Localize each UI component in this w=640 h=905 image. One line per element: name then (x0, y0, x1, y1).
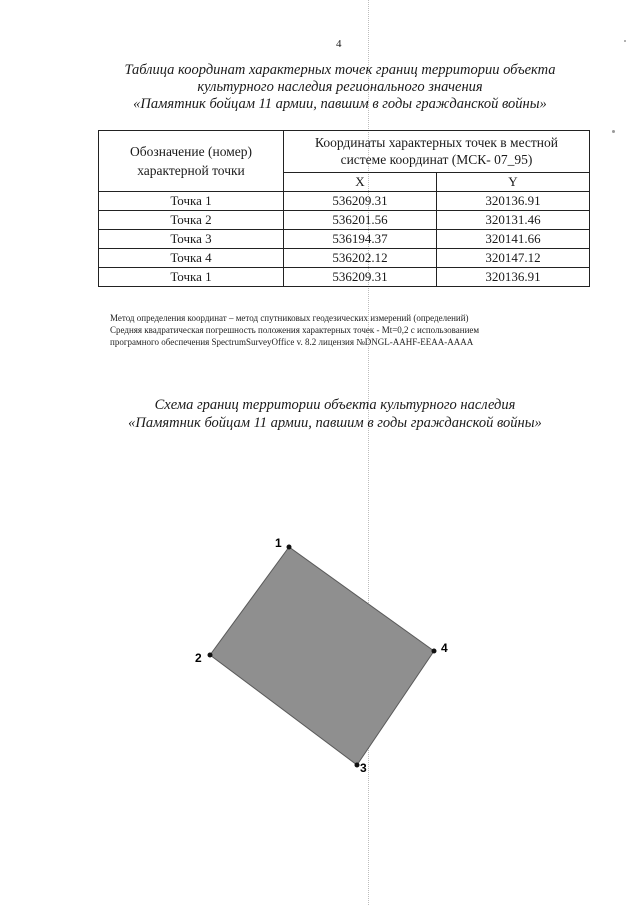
vertex-marker-1 (287, 545, 292, 550)
vertex-label-2: 2 (195, 651, 202, 665)
point-name: Точка 2 (99, 211, 284, 230)
point-y: 320141.66 (436, 230, 589, 249)
vertex-label-4: 4 (441, 641, 448, 655)
point-name: Точка 4 (99, 249, 284, 268)
boundary-polygon (210, 547, 434, 765)
table-title-line-3: «Памятник бойцам 11 армии, павшим в годы гражданской войны» (133, 96, 547, 112)
point-x: 536209.31 (284, 268, 437, 287)
point-x: 536202.12 (284, 249, 437, 268)
header-coord-line-2: системе координат (МСК- 07_95) (340, 152, 533, 168)
vertex-marker-2 (208, 653, 213, 658)
header-point-line-2: характерной точки (137, 163, 245, 178)
scheme-title-line-2: «Памятник бойцам 11 армии, павшим в годы гражданской войны» (128, 415, 542, 431)
point-x: 536209.31 (284, 192, 437, 211)
vertex-label-1: 1 (275, 536, 282, 550)
point-x: 536194.37 (284, 230, 437, 249)
point-name: Точка 1 (99, 268, 284, 287)
header-y: Y (436, 172, 589, 191)
point-name: Точка 3 (99, 230, 284, 249)
point-y: 320136.91 (436, 268, 589, 287)
scheme-title-line-1: Схема границ территории объекта культурного наследия (154, 397, 516, 413)
header-coord-line-1: Координаты характерных точек в местной (314, 135, 558, 151)
header-x: X (284, 172, 437, 191)
point-y: 320131.46 (436, 211, 589, 230)
table-title-line-2: культурного наследия регионального значения (197, 79, 483, 95)
note-line-2: Средняя квадратическая погрешность положения характерных точек - Mt=0,2 с использованием (110, 325, 480, 335)
scan-speck (612, 130, 615, 133)
table-title-line-1: Таблица координат характерных точек границ территории объекта (124, 62, 556, 78)
page-number: 4 (336, 38, 342, 50)
vertex-marker-4 (432, 649, 437, 654)
point-name: Точка 1 (99, 192, 284, 211)
scan-speck (624, 40, 626, 42)
point-y: 320147.12 (436, 249, 589, 268)
vertex-marker-3 (355, 763, 360, 768)
point-x: 536201.56 (284, 211, 437, 230)
vertex-label-3: 3 (360, 761, 367, 775)
point-y: 320136.91 (436, 192, 589, 211)
note-line-3: програмного обеспечения SpectrumSurveyOffice v. 8.2 лицензия №DNGL-AAHF-EEAA-AAAA (110, 337, 474, 347)
note-line-1: Метод определения координат – метод спутниковых геодезических измерений (определений) (110, 313, 469, 323)
header-point-line-1: Обозначение (номер) (130, 144, 252, 159)
